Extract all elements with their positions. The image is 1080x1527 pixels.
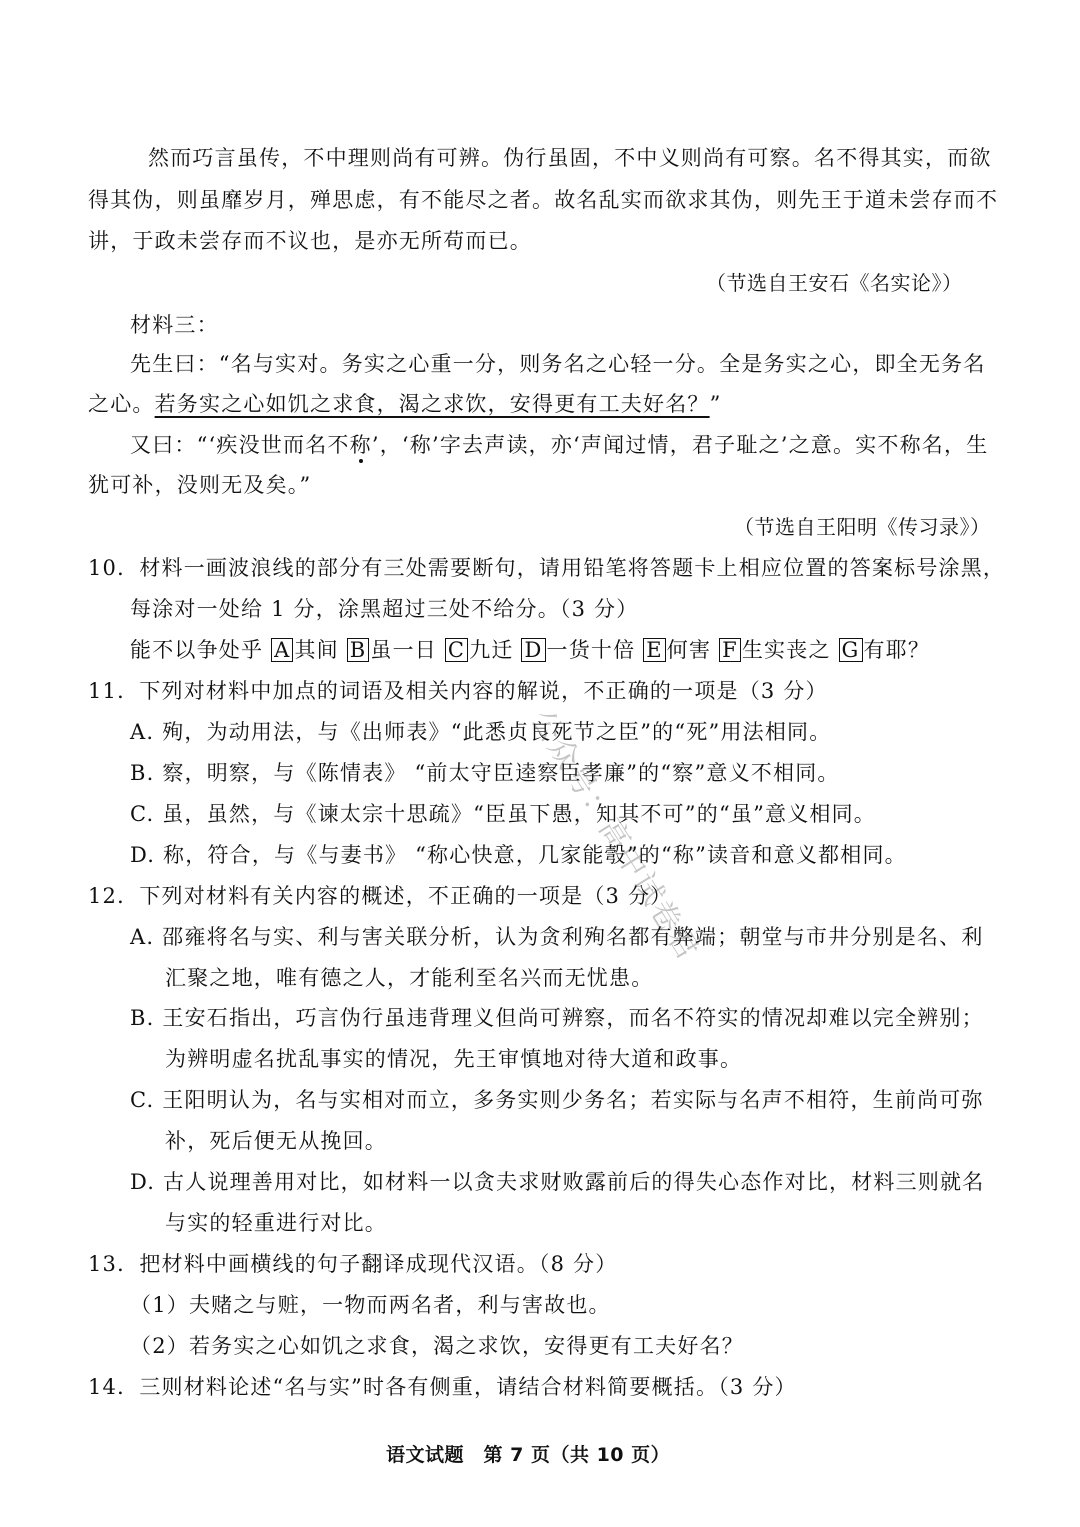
material2-line-2: 得其伪，则虽靡岁月，殚思虑，有不能尽之者。故名乱实而欲求其伪，则先王于道未尝存而不 [88,188,999,212]
q13-stem: 13．把材料中画横线的句子翻译成现代汉语。（8 分） [88,1252,618,1276]
material3-p1-line-2 [88,389,722,419]
q10-sentence [130,635,930,665]
material3-p2-line-1 [130,430,988,460]
material3-p2-line-2: 犹可补，没则无及矣。” [88,473,312,497]
q10-stem-line-2: 每涂对一处给 1 分，涂黑超过三处不给分。（3 分） [130,597,639,621]
q10-seg: 能不以争处乎 [130,638,264,662]
q11-stem: 11．下列对材料中加点的词语及相关内容的解说，不正确的一项是（3 分） [88,679,828,703]
q11-option-d: D. 称，符合，与《与妻书》 “称心快意，几家能彀”的“称”读音和意义都相同。 [130,843,907,867]
page-footer: 语文试题 第 7 页（共 10 页） [386,1444,671,1466]
material3-p2-line-1a: 又曰：“‘疾没世而名不 [130,433,350,457]
q12-option-b-line-1: B. 王安石指出，巧言伪行虽违背理义但尚可辨察，而名不符实的情况却难以完全辨别； [130,1006,984,1030]
dotted-word-cheng: 称 [349,433,372,457]
q11-option-a: A. 殉，为动用法，与《出师表》“此悉贞良死节之臣”的“死”用法相同。 [130,720,832,744]
q10-mark-box[interactable]: E [643,638,666,662]
q13-sentence-1: （1）夫赌之与赃，一物而两名者，利与害故也。 [130,1293,611,1317]
q14-stem: 14．三则材料论述“名与实”时各有侧重，请结合材料简要概括。（3 分） [88,1375,797,1399]
q12-option-b-line-2: 为辨明虚名扰乱事实的情况，先王审慎地对待大道和政事。 [165,1047,743,1071]
material3-p1-line-2-post: ” [709,392,722,416]
q10-mark-box[interactable]: F [719,638,741,662]
q10-mark-box[interactable]: B [347,638,370,662]
q10-seg: 其间 [294,638,339,662]
q10-mark-box[interactable]: C [445,638,468,662]
q10-seg: 九迁 [469,638,514,662]
material2-line-1: 然而巧言虽传，不中理则尚有可辨。伪行虽固，不中义则尚有可察。名不得其实，而欲 [148,146,992,170]
watermark: 公众号：高中试卷君 [523,704,706,968]
q11-option-c: C. 虽，虽然，与《谏太宗十思疏》“臣虽下愚，知其不可”的“虽”意义相同。 [130,802,877,826]
q10-seg: 一货十倍 [546,638,636,662]
underlined-sentence: 若务实之心如饥之求食，渴之求饮，安得更有工夫好名？ [154,392,710,416]
q12-stem: 12．下列对材料有关内容的概述，不正确的一项是（3 分） [88,884,673,908]
q10-mark-box[interactable]: A [271,638,293,662]
q10-seg: 生实丧之 [741,638,831,662]
material3-source: （节选自王阳明《传习录》） [734,515,991,539]
q10-seg: 虽一日 [370,638,438,662]
q10-seg: 何害 [666,638,712,662]
q12-option-a-line-1: A. 邵雍将名与实、利与害关联分析，认为贪利殉名都有弊端；朝堂与市井分别是名、利 [130,925,984,949]
q12-option-d-line-2: 与实的轻重进行对比。 [165,1211,387,1235]
q10-mark-box[interactable]: G [839,638,863,662]
material2-line-3: 讲，于政未尝存而不议也，是亦无所苟而已。 [88,229,532,253]
q12-option-c-line-2: 补，死后便无从挽回。 [165,1129,387,1153]
q13-sentence-2: （2）若务实之心如饥之求食，渴之求饮，安得更有工夫好名？ [130,1334,744,1358]
q10-mark-box[interactable]: D [521,638,545,662]
material3-p1-line-1: 先生曰：“名与实对。务实之心重一分，则务名之心轻一分。全是务实之心，即全无务名 [130,352,986,376]
material2-source: （节选自王安石《名实论》） [706,271,963,295]
q12-option-d-line-1: D. 古人说理善用对比，如材料一以贪夫求财败露前后的得失心态作对比，材料三则就名 [130,1170,985,1194]
q10-stem-line-1: 10．材料一画波浪线的部分有三处需要断句，请用铅笔将答题卡上相应位置的答案标号涂黑， [88,556,1006,580]
q10-seg: 有耶？ [863,638,931,662]
material3-heading: 材料三： [130,313,219,337]
material3-p2-line-1b: ’，‘称’字去声读，亦‘声闻过情，君子耻之’之意。实不称名，生 [371,433,989,457]
q12-option-c-line-1: C. 王阳明认为，名与实相对而立，多务实则少务名；若实际与名声不相符，生前尚可弥 [130,1088,984,1112]
q12-option-a-line-2: 汇聚之地，唯有德之人，才能利至名兴而无忧患。 [165,966,654,990]
material3-p1-line-2-pre: 之心。 [88,392,155,416]
q11-option-b: B. 察，明察，与《陈情表》 “前太守臣逵察臣孝廉”的“察”意义不相同。 [130,761,840,785]
